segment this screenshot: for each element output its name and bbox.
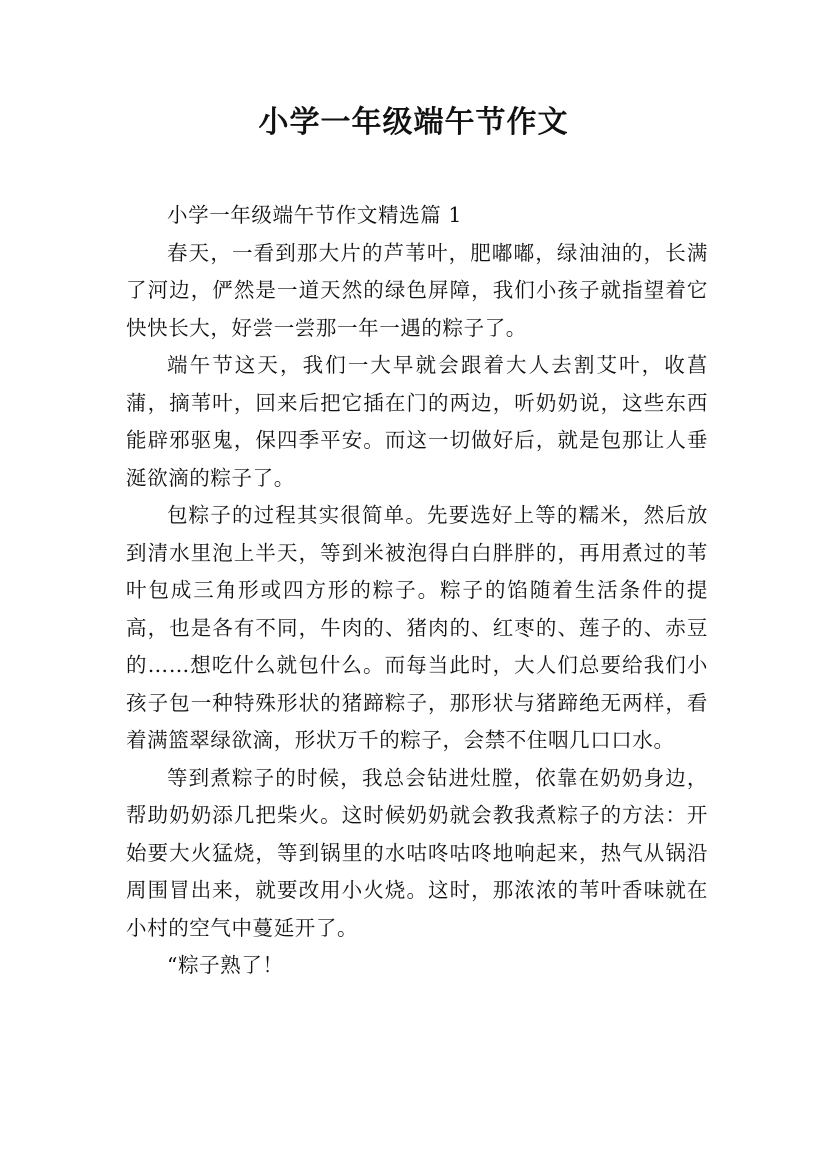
section-heading: 小学一年级端午节作文精选篇 1 [167,203,463,227]
document-body [126,197,708,985]
paragraph: 等到煮粽子的时候，我总会钻进灶膛，依靠在奶奶身边，帮助奶奶添几把柴火。这时候奶奶就会教我煮粽子的方法：开始要大火猛烧，等到锅里的水咕咚咕咚地响起来，热气从锅沿周围冒出来，就要改用小火烧。这时，那浓浓的苇叶香味就在小村的空气中蔓延开了。 [126,765,708,940]
paragraph: 包粽子的过程其实很简单。先要选好上等的糯米，然后放到清水里泡上半天，等到米被泡得白白胖胖的，再用煮过的苇叶包成三角形或四方形的粽子。粽子的馅随着生活条件的提高，也是各有不同，牛肉的、猪肉的、红枣的、莲子的、赤豆的……想吃什么就包什么。而每当此时，大人们总要给我们小孩子包一种特殊形状的猪蹄粽子，那形状与猪蹄绝无两样，看着满篮翠绿欲滴，形状万千的粽子，会禁不住咽几口口水。 [126,503,708,752]
paragraph: “粽子熟了！ [167,953,284,977]
paragraph: 端午节这天，我们一大早就会跟着大人去割艾叶，收菖蒲，摘苇叶，回来后把它插在门的两边，听奶奶说，这些东西能辟邪驱鬼，保四季平安。而这一切做好后，就是包那让人垂涎欲滴的粽子了。 [126,353,708,490]
document-title: 小学一年级端午节作文 [258,105,569,140]
paragraph: 春天，一看到那大片的芦苇叶，肥嘟嘟，绿油油的，长满了河边，俨然是一道天然的绿色屏障，我们小孩子就指望着它快快长大，好尝一尝那一年一遇的粽子了。 [126,240,708,340]
